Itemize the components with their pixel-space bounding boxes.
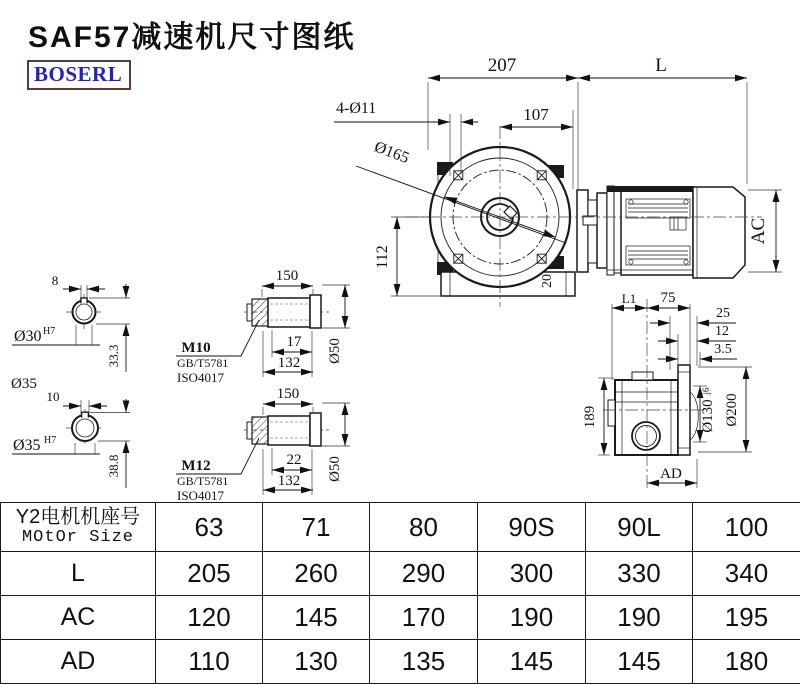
table-row-L	[1, 552, 800, 596]
dim-keyway-depth-2: 38.8	[106, 454, 121, 478]
motor-size-63: 63	[156, 503, 263, 552]
page-title: SAF57减速机尺寸图纸	[28, 21, 356, 54]
row-label-AC: AC	[1, 596, 156, 640]
gearbox-front-view	[430, 147, 575, 296]
dim-AC: AC	[748, 217, 769, 245]
dim-spigot-tolerance: j6	[701, 387, 711, 395]
spec-table	[0, 502, 800, 684]
row-label-L: L	[1, 552, 156, 596]
dim-flange-diameter: Ø200	[724, 393, 740, 427]
cell-AD-63: 110	[156, 640, 263, 684]
bushing2-standard-2: ISO4017	[177, 488, 224, 502]
dim-bore-1: Ø30	[14, 328, 42, 345]
bushing2-body-length: 132	[277, 473, 301, 489]
header-motor-size-cn: Y2电机机座号	[15, 506, 141, 528]
cell-AD-100: 180	[693, 640, 800, 684]
cell-L-100: 340	[693, 552, 800, 596]
dim-bore-2: Ø35	[13, 437, 41, 454]
bushing2-thread-length: 22	[286, 452, 302, 468]
bushing2-thread: M12	[181, 458, 211, 474]
dim-bore-2-tolerance: H7	[44, 435, 57, 446]
motor-size-71: 71	[263, 503, 370, 552]
bushing1-thread: M10	[181, 340, 211, 356]
header-motor-size-en: MOtOr Size	[21, 528, 135, 547]
cell-AC-80: 170	[370, 596, 478, 640]
cell-AD-90S: 145	[478, 640, 586, 684]
dim-20: 20	[540, 274, 555, 288]
dim-189: 189	[582, 405, 598, 429]
motor-size-80: 80	[370, 503, 478, 552]
bushing1-length: 150	[275, 268, 299, 284]
dim-bolt-circle: Ø165	[371, 138, 412, 168]
bushing1-thread-length: 17	[286, 334, 302, 350]
dim-keyway-width-2: 10	[46, 389, 60, 404]
cell-AC-71: 145	[263, 596, 370, 640]
brand-logo	[27, 60, 131, 90]
bore-section-2	[12, 389, 130, 488]
dim-25: 25	[716, 306, 730, 321]
cell-AC-90L: 190	[586, 596, 693, 640]
cell-AD-80: 135	[370, 640, 478, 684]
shaft-od-label: Ø35	[11, 376, 37, 392]
cell-AD-90L: 145	[586, 640, 693, 684]
dim-keyway-depth-1: 33.3	[106, 344, 121, 368]
motor-size-100: 100	[693, 503, 800, 552]
motor-size-90L: 90L	[586, 503, 693, 552]
bushing1-outer-diameter: Ø50	[327, 338, 343, 364]
cell-L-90L: 330	[586, 552, 693, 596]
dim-75: 75	[660, 290, 676, 306]
dim-bolt-holes: 4-Ø11	[336, 100, 377, 117]
cell-AC-100: 195	[693, 596, 800, 640]
dim-107: 107	[523, 105, 549, 124]
dim-3-5: 3.5	[714, 342, 732, 357]
header-motor-size	[1, 503, 156, 552]
bushing2-standard-1: GB/T5781	[177, 474, 229, 488]
dim-12: 12	[715, 324, 729, 339]
dim-spigot-diameter: Ø130	[700, 399, 716, 433]
bushing1-standard-2: ISO4017	[177, 370, 224, 385]
dim-L1: L1	[621, 291, 637, 306]
bushing1-body-length: 132	[277, 355, 301, 371]
dim-bore-1-tolerance: H7	[43, 326, 56, 337]
cell-L-71: 260	[263, 552, 370, 596]
table-header-row	[1, 503, 800, 552]
bushing2-outer-diameter: Ø50	[327, 456, 343, 482]
dim-L: L	[655, 55, 667, 76]
cell-L-80: 290	[370, 552, 478, 596]
bore-section-1	[12, 273, 130, 372]
bushing1-standard-1: GB/T5781	[177, 356, 229, 370]
brand-logo-text: BOSERL	[34, 62, 123, 86]
table-row-AC	[1, 596, 800, 640]
dim-AD: AD	[660, 466, 682, 482]
bushing2-length: 150	[276, 386, 300, 402]
bushing-drawing-1	[176, 268, 350, 385]
cell-AC-63: 120	[156, 596, 263, 640]
dim-207: 207	[487, 55, 517, 76]
cell-L-63: 205	[156, 552, 263, 596]
gearbox-side-view	[603, 299, 706, 490]
motor-side-silhouette	[577, 186, 745, 278]
row-label-AD: AD	[1, 640, 156, 684]
table-row-AD	[1, 640, 800, 684]
dim-keyway-width-1: 8	[51, 273, 59, 288]
dim-112: 112	[374, 245, 391, 269]
motor-size-90S: 90S	[478, 503, 586, 552]
cell-AC-90S: 190	[478, 596, 586, 640]
cell-L-90S: 300	[478, 552, 586, 596]
bushing-drawing-2	[176, 386, 350, 502]
cell-AD-71: 130	[263, 640, 370, 684]
